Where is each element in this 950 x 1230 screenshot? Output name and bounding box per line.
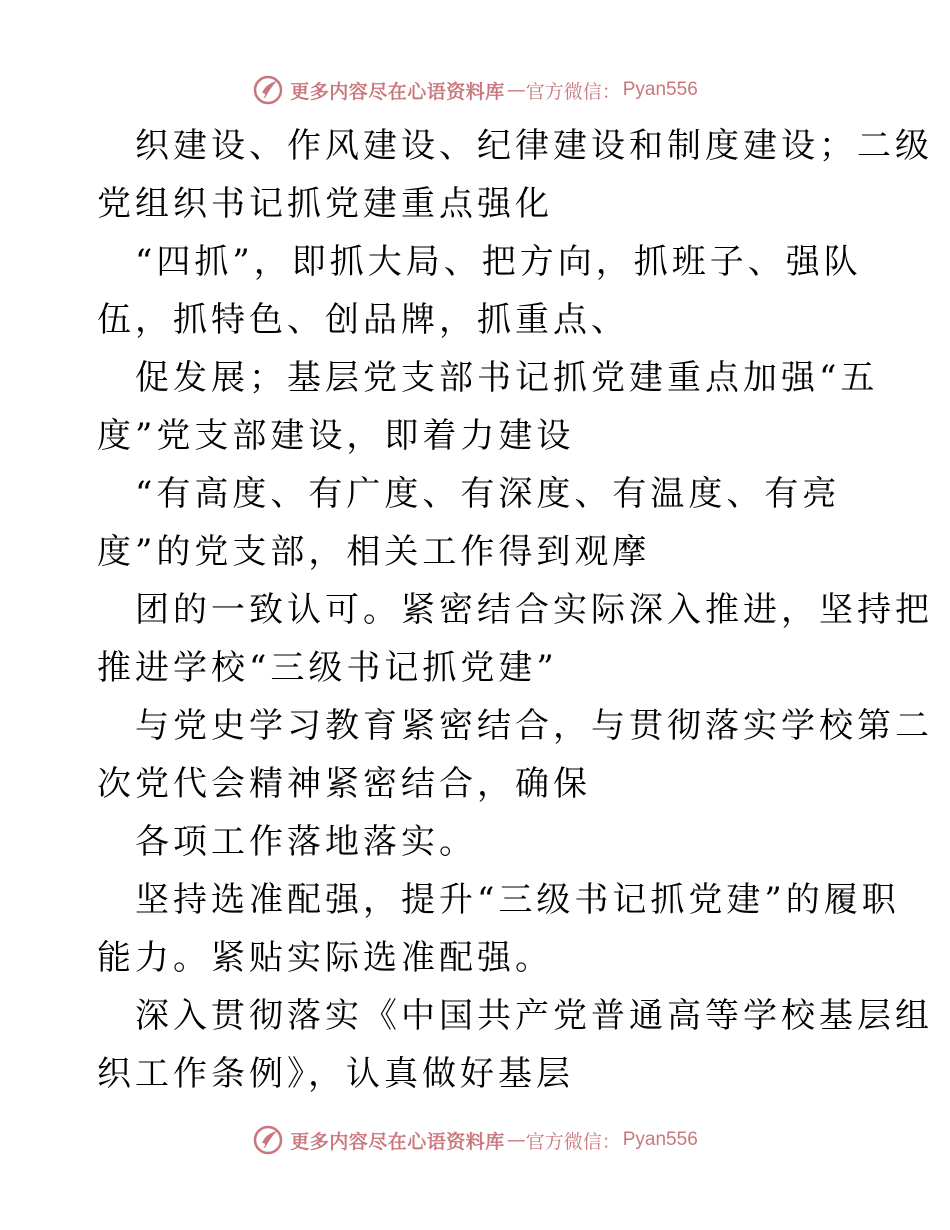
document-body (97, 117, 933, 1103)
watermark-dash: — (506, 79, 524, 101)
text-line: 各项工作落地落实。 (135, 822, 477, 862)
brand-logo-icon (252, 74, 284, 106)
text-line: 深入贯彻落实《中国共产党普通高等学校基层组 (135, 996, 933, 1036)
text-line: 党组织书记抓党建重点强化 (97, 184, 553, 224)
brand-logo-icon (252, 1124, 284, 1156)
watermark-brand: 更多内容尽在心语资料库 (290, 80, 505, 103)
text-line: 织建设、作风建设、纪律建设和制度建设；二级 (135, 126, 933, 166)
watermark-official-label: 官方微信： (525, 80, 621, 103)
watermark-account: Pyan556 (622, 1129, 698, 1150)
text-line: 织工作条例》，认真做好基层 (97, 1054, 574, 1094)
text-line: 能力。紧贴实际选准配强。 (97, 938, 553, 978)
footer-watermark (0, 1120, 950, 1160)
watermark-brand: 更多内容尽在心语资料库 (290, 1130, 505, 1153)
header-watermark (0, 70, 950, 110)
watermark-dash: — (506, 1129, 524, 1151)
text-line: 推进学校“三级书记抓党建” (97, 648, 558, 688)
text-line: 促发展；基层党支部书记抓党建重点加强“五 (135, 358, 879, 398)
text-line: “四抓”，即抓大局、把方向，抓班子、强队 (135, 242, 862, 282)
text-line: 坚持选准配强，提升“三级书记抓党建”的履职 (135, 880, 900, 920)
text-line: 度”的党支部，相关工作得到观摩 (97, 532, 651, 572)
text-line: 伍，抓特色、创品牌，抓重点、 (97, 300, 629, 340)
text-line: 度”党支部建设，即着力建设 (97, 416, 575, 456)
text-line: 与党史学习教育紧密结合，与贯彻落实学校第二 (135, 706, 933, 746)
watermark-official-label: 官方微信： (525, 1130, 621, 1153)
watermark-account: Pyan556 (622, 79, 698, 100)
text-line: 团的一致认可。紧密结合实际深入推进，坚持把 (135, 590, 933, 630)
text-line: “有高度、有广度、有深度、有温度、有亮 (135, 474, 841, 514)
text-line: 次党代会精神紧密结合，确保 (97, 764, 591, 804)
